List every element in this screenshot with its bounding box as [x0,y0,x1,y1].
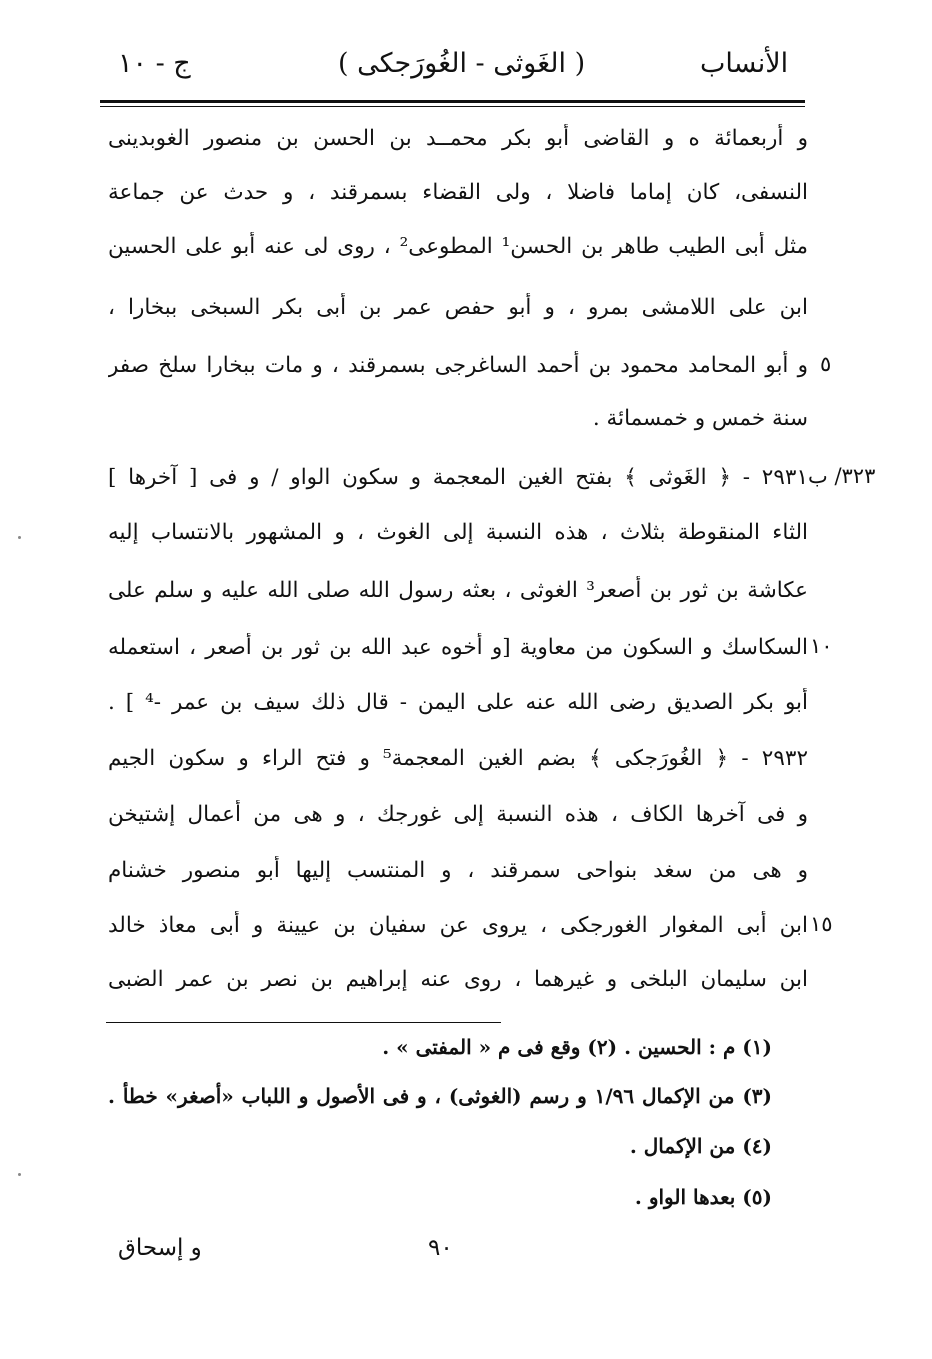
entry-2932-heading-line: ٢٩٣٢ - ﴿ الغُورَجكى ﴾ بضم الغين المعجمة⁵ و فتح الراء و سكون الجيم [108,746,808,771]
footnote-1-2: (١) م : الحسين . (٢) وقع فى م « المفتى » . [382,1035,772,1059]
header-rule-thin [100,106,805,107]
line-number-5: ٥ [820,352,832,376]
text-line-16: ابن سليمان البلخى و غيرهما ، روى عنه إبراهيم بن نصر بن عمر الضبى [108,967,808,992]
header-book-title: الأنساب [700,48,789,79]
header-volume: ج - ١٠ [118,48,191,79]
line-number-15: ١٥ [810,912,833,936]
catchword: و إسحاق [118,1235,202,1261]
scan-speck [18,536,21,539]
header-rule [100,100,805,103]
scan-speck [18,1173,21,1176]
footnote-4: (٤) من الإكمال . [629,1134,772,1158]
footnote-3: (٣) من الإكمال ١/٩٦ و رسم (الغوثى) ، و فى الأصول و اللباب «أصغر» خطأ . [108,1084,772,1108]
text-line-9: عكاشة بن ثور بن أصعر³ الغوثى ، بعثه رسول الله صلى الله عليه و سلم على [108,578,808,603]
line-number-10: ١٠ [810,634,833,658]
text-line-3: مثل أبى الطيب طاهر بن الحسن¹ المطوعى² ، روى لى عنه أبو على الحسين [108,234,808,259]
text-line-15: ابن أبى المغوار الغورجكى ، يروى عن سفيان بن عيينة و أبى معاذ خالد [108,913,808,938]
text-line-5: و أبو المحامد محمود بن أحمد الساغرجى بسمرقند ، و مات ببخارا سلخ صفر [108,353,808,378]
header-entry-range: ( الغَوثى - الغُورَجكى ) [338,48,586,79]
text-line-8: الثاء المنقوطة بثلاث ، هذه النسبة إلى الغوث ، و المشهور بالانتساب إليه [108,520,808,545]
footnote-5: (٥) بعدها الواو . [634,1185,772,1209]
footnote-rule [106,1022,501,1023]
entry-2931-heading-line: ٢٩٣١ - ﴿ الغَوثى ﴾ بفتح الغين المعجمة و سكون الواو / و فى [ آخرها ] [108,465,808,490]
text-line-2: النسفى، كان إماما فاضلا ، ولى القضاء بسمرقند ، و حدث عن جماعة [108,180,808,205]
manuscript-folio-note: ٣٢٣/ ب [808,464,876,488]
text-line-10: السكاسك و السكون من معاوية [و أخوه عبد الله بن ثور بن أصعر ، استعمله [108,635,808,660]
text-line-6: سنة خمس و خمسمائة . [592,406,808,431]
text-line-11: أبو بكر الصديق رضى الله عنه على اليمن - قال ذلك سيف بن عمر -⁴ ] . [108,690,808,715]
text-line-14: و هى من سغد بنواحى سمرقند ، و المنتسب إليها أبو منصور خشنام [108,858,808,883]
text-line-13: و فى آخرها الكاف ، هذه النسبة إلى غورجك ، و هى من أعمال إشتيخن [108,802,808,827]
text-line-4: ابن على اللامشى بمرو ، و أبو حفص عمر بن أبى بكر السبخى ببخارا ، [108,295,808,320]
text-line-1: و أربعمائة ه و القاضى أبو بكر محمــد بن الحسن بن منصور الغوبدينى [108,126,808,151]
page-number: ٩٠ [428,1235,453,1261]
